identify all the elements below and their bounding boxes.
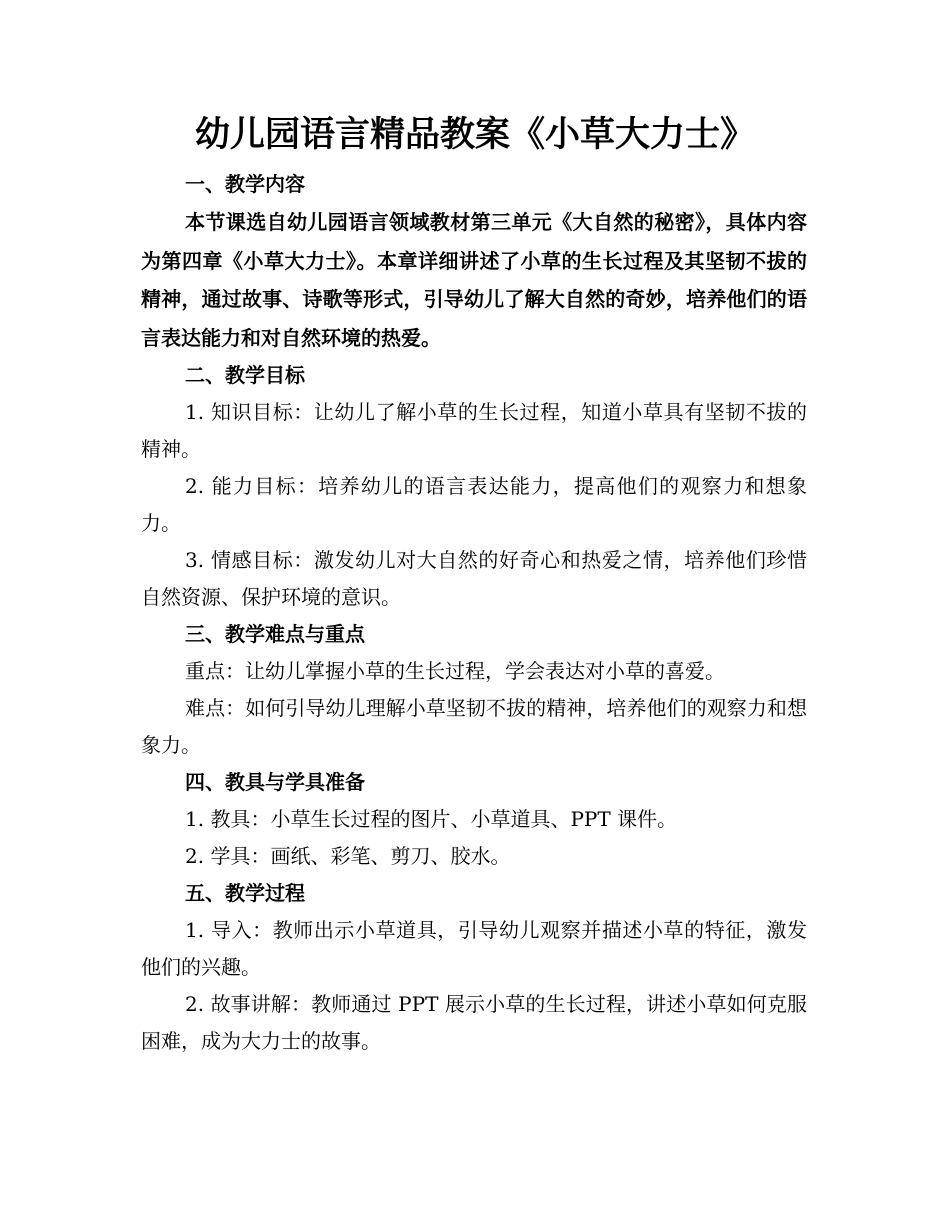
section-paragraph: 重点：让幼儿掌握小草的生长过程，学会表达对小草的喜爱。 xyxy=(185,659,725,683)
section-paragraph: 1. 教具：小草生长过程的图片、小草道具、PPT 课件。 xyxy=(185,807,678,831)
section-paragraph: 本节课选自幼儿园语言领域教材第三单元《大自然的秘密》，具体内容为第四章《小草大力士》。本章详细讲述了小草的生长过程及其坚韧不拔的精神，通过故事、诗歌等形式，引导幼儿了解大自然的奇妙，培养他们的语言表达能力和对自然环境的热爱。 xyxy=(141,210,807,350)
section-heading-process: 五、教学过程 xyxy=(185,881,305,905)
section-heading-content: 一、教学内容 xyxy=(185,172,305,196)
section-paragraph: 2. 故事讲解：教师通过 PPT 展示小草的生长过程，讲述小草如何克服困难，成为大力士的故事。 xyxy=(141,992,807,1053)
section-heading-materials: 四、教具与学具准备 xyxy=(185,770,365,794)
section-paragraph: 3. 情感目标：激发幼儿对大自然的好奇心和热爱之情，培养他们珍惜自然资源、保护环境的意识。 xyxy=(141,548,807,609)
document-title: 幼儿园语言精品教案《小草大力士》 xyxy=(194,114,755,155)
section-heading-key-points: 三、教学难点与重点 xyxy=(185,622,365,646)
section-paragraph: 2. 能力目标：培养幼儿的语言表达能力，提高他们的观察力和想象力。 xyxy=(141,474,807,535)
document-body xyxy=(141,166,807,1060)
section-heading-objectives: 二、教学目标 xyxy=(185,363,305,387)
section-paragraph: 难点：如何引导幼儿理解小草坚韧不拔的精神，培养他们的观察力和想象力。 xyxy=(141,696,807,757)
section-paragraph: 1. 导入：教师出示小草道具，引导幼儿观察并描述小草的特征，激发他们的兴趣。 xyxy=(141,918,807,979)
section-paragraph: 1. 知识目标：让幼儿了解小草的生长过程，知道小草具有坚韧不拔的精神。 xyxy=(141,400,807,461)
section-paragraph: 2. 学具：画纸、彩笔、剪刀、胶水。 xyxy=(185,844,511,868)
